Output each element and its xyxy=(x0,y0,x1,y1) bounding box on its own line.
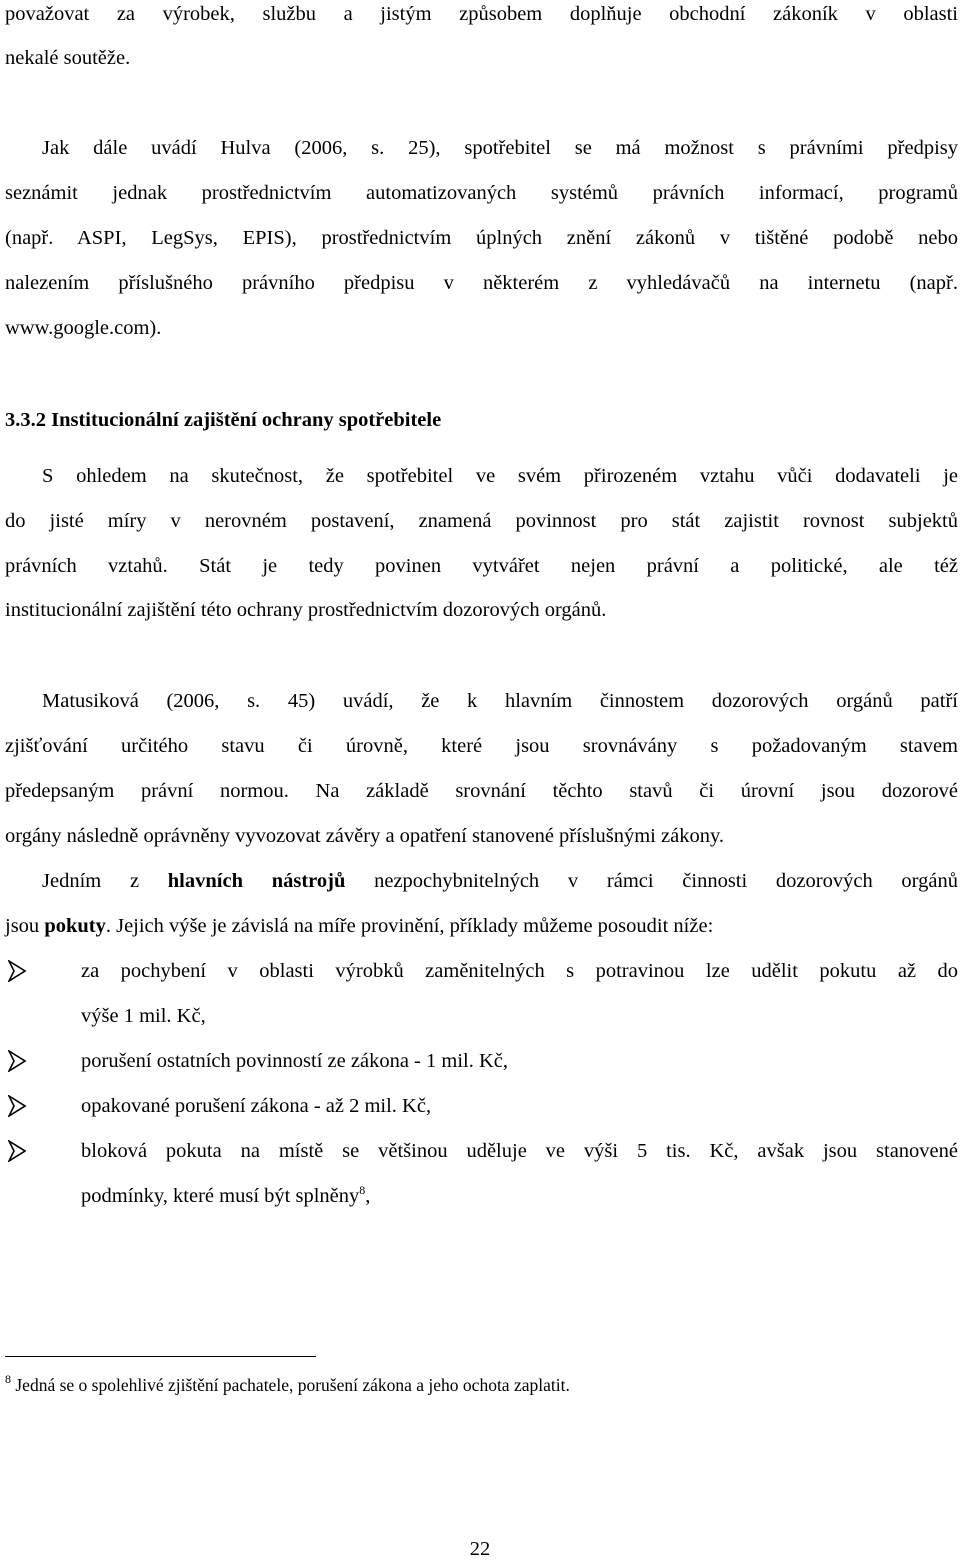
paragraph-line: (např. ASPI, LegSys, EPIS), prostřednictvím úplných znění zákonů v tištěné podobě nebo xyxy=(5,227,958,249)
arrow-bullet-icon xyxy=(8,960,26,982)
paragraph-line: seznámit jednak prostřednictvím automatizovaných systémů právních informací, programů xyxy=(5,182,958,204)
footnote-text: Jedná se o spolehlivé zjištění pachatele, porušení zákona a jeho ochota zaplatit. xyxy=(11,1375,570,1395)
arrow-bullet-icon xyxy=(8,1050,26,1072)
text-run: jsou xyxy=(5,915,45,937)
text-run: nezpochybnitelných v rámci činnosti dozorových orgánů xyxy=(345,870,958,892)
arrow-bullet-icon xyxy=(8,1095,26,1117)
text-run: podmínky, které musí být splněny xyxy=(81,1185,360,1207)
footnote-reference[interactable]: 8 xyxy=(359,1183,366,1197)
paragraph-line: www.google.com). xyxy=(5,317,162,339)
paragraph-line: do jisté míry v nerovném postavení, znamená povinnost pro stát zajistit rovnost subjektů xyxy=(5,510,958,532)
paragraph-line: předepsaným právní normou. Na základě srovnání těchto stavů či úrovní jsou dozorové xyxy=(5,780,958,802)
list-item: porušení ostatních povinností ze zákona - 1 mil. Kč, xyxy=(81,1050,508,1072)
paragraph-line: S ohledem na skutečnost, že spotřebitel ve svém přirozeném vztahu vůči dodavateli je xyxy=(42,465,958,487)
arrow-bullet-icon xyxy=(8,1140,26,1162)
footnote-number: 8 xyxy=(5,1372,11,1386)
paragraph-line: institucionální zajištění této ochrany prostřednictvím dozorových orgánů. xyxy=(5,599,607,621)
page-number: 22 xyxy=(469,1538,491,1560)
footnote-separator xyxy=(5,1356,316,1357)
paragraph-line xyxy=(5,913,958,939)
list-item: opakované porušení zákona - až 2 mil. Kč, xyxy=(81,1095,432,1117)
section-heading: 3.3.2 Institucionální zajištění ochrany spotřebitele xyxy=(5,409,442,431)
text-run: Jedním z xyxy=(42,870,168,892)
paragraph-line: považovat za výrobek, službu a jistým způsobem doplňuje obchodní zákoník v oblasti xyxy=(5,3,958,25)
text-run: , xyxy=(365,1185,371,1207)
list-item-continued: výše 1 mil. Kč, xyxy=(81,1005,206,1027)
list-item: za pochybení v oblasti výrobků zaměnitelných s potravinou lze udělit pokutu až do xyxy=(81,960,958,982)
paragraph-line: právních vztahů. Stát je tedy povinen vytvářet nejen právní a politické, ale též xyxy=(5,555,958,577)
paragraph-line: orgány následně oprávněny vyvozovat závěry a opatření stanovené příslušnými zákony. xyxy=(5,825,724,847)
paragraph-line: Jak dále uvádí Hulva (2006, s. 25), spotřebitel se má možnost s právními předpisy xyxy=(42,137,958,159)
footnote xyxy=(5,1372,570,1398)
paragraph-line xyxy=(42,868,958,894)
paragraph-line: nalezením příslušného právního předpisu v některém z vyhledávačů na internetu (např. xyxy=(5,272,958,294)
list-item: bloková pokuta na místě se většinou uděluje ve výši 5 tis. Kč, avšak jsou stanovené xyxy=(81,1140,958,1162)
list-item-continued xyxy=(81,1183,958,1209)
text-run: . Jejich výše je závislá na míře provinění, příklady můžeme posoudit níže: xyxy=(105,915,714,937)
paragraph-line: nekalé soutěže. xyxy=(5,47,131,69)
paragraph-line: Matusiková (2006, s. 45) uvádí, že k hlavním činnostem dozorových orgánů patří xyxy=(42,690,958,712)
paragraph-line: zjišťování určitého stavu či úrovně, které jsou srovnávány s požadovaným stavem xyxy=(5,735,958,757)
bold-term: pokuty xyxy=(44,915,106,937)
bold-term: hlavních nástrojů xyxy=(167,870,346,892)
